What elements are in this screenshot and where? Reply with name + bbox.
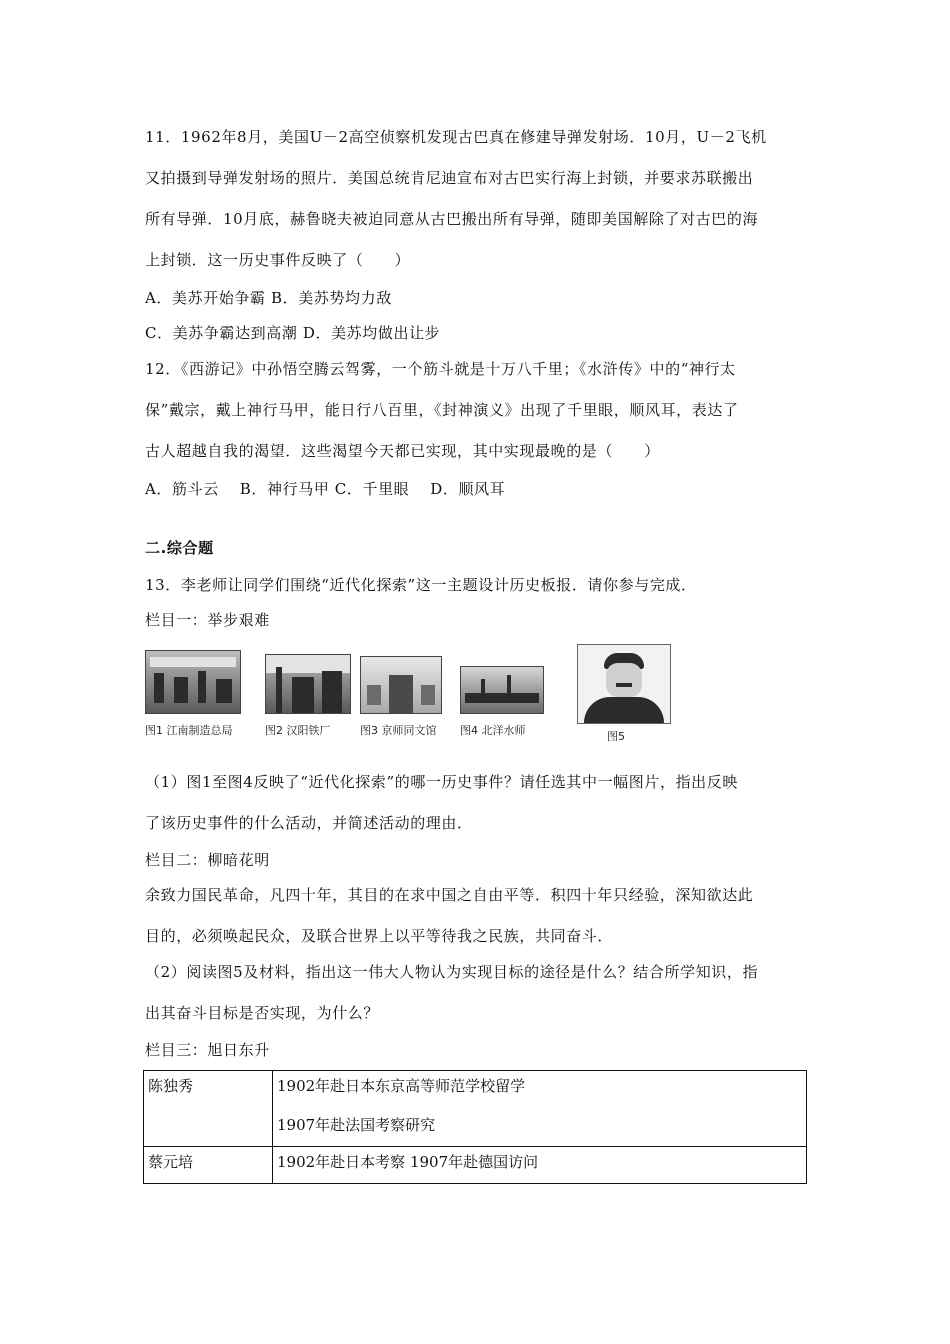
q11-line-1: 11．1962年8月，美国U－2高空侦察机发现古巴真在修建导弹发射场．10月，U－2飞机 [145, 128, 767, 146]
section-heading: 二.综合题 [145, 539, 214, 557]
figure-1 [145, 650, 241, 737]
figure-1-caption: 图1 江南制造总局 [145, 724, 233, 737]
material-line-2: 目的，必须唤起民众，及联合世界上以平等待我之民族，共同奋斗． [145, 927, 614, 945]
figure-3 [360, 656, 442, 737]
table-cell-events [273, 1071, 807, 1147]
q12-line-1: 12．《西游记》中孙悟空腾云驾雾，一个筋斗就是十万八千里；《水浒传》中的“神行太 [145, 360, 736, 378]
q11-line-3: 所有导弹．10月底，赫鲁晓夫被迫同意从古巴搬出所有导弹，随即美国解除了对古巴的海 [145, 210, 759, 228]
event-line: 1902年赴日本考察 1907年赴德国访问 [277, 1153, 539, 1171]
table-cell-name [144, 1071, 273, 1147]
q13-intro: 13．李老师让同学们围绕“近代化探索”这一主题设计历史板报．请你参与完成． [145, 576, 697, 594]
q11-option-ab: A．美苏开始争霸 B．美苏势均力敌 [145, 289, 392, 307]
person-name: 蔡元培 [148, 1153, 194, 1171]
figure-4 [460, 666, 544, 737]
person-name: 陈独秀 [148, 1077, 194, 1095]
sub-question-2-line-2: 出其奋斗目标是否实现，为什么？ [145, 1004, 380, 1022]
figure-5-caption: 图5 [607, 730, 625, 743]
q11-line-4: 上封锁．这一历史事件反映了（ ） [145, 251, 411, 269]
q12-options: A．筋斗云 B．神行马甲 C．千里眼 D．顺风耳 [145, 480, 506, 498]
figure-2 [265, 654, 351, 737]
q12-line-2: 保”戴宗，戴上神行马甲，能日行八百里，《封神演义》出现了千里眼，顺风耳，表达了 [145, 401, 739, 419]
q11-line-2: 又拍摄到导弹发射场的照片．美国总统肯尼迪宣布对古巴实行海上封锁，并要求苏联搬出 [145, 169, 754, 187]
figure-4-caption: 图4 北洋水师 [460, 724, 526, 737]
sub-question-1-line-1: （1）图1至图4反映了“近代化探索”的哪一历史事件？请任选其中一幅图片，指出反映 [145, 773, 738, 791]
figure-3-caption: 图3 京师同文馆 [360, 724, 437, 737]
gate-photo-icon [360, 656, 442, 714]
material-line-1: 余致力国民革命，凡四十年，其目的在求中国之自由平等．积四十年只经验，深知欲达此 [145, 886, 754, 904]
figure-5 [577, 644, 671, 743]
portrait-photo-icon [577, 644, 671, 724]
event-line: 1902年赴日本东京高等师范学校留学 [277, 1077, 526, 1095]
table-row [144, 1147, 807, 1184]
column-1-title: 栏目一：举步艰难 [145, 611, 270, 629]
table-cell-name [144, 1147, 273, 1184]
column-2-title: 栏目二：柳暗花明 [145, 851, 270, 869]
sub-question-1-line-2: 了该历史事件的什么活动，并简述活动的理由． [145, 814, 473, 832]
sub-question-2-line-1: （2）阅读图5及材料，指出这一伟大人物认为实现目标的途径是什么？结合所学知识，指 [145, 963, 759, 981]
factory-photo-icon [145, 650, 241, 714]
column-3-title: 栏目三：旭日东升 [145, 1041, 270, 1059]
table-row [144, 1071, 807, 1147]
reformers-table [143, 1070, 807, 1184]
warship-photo-icon [460, 666, 544, 714]
event-line: 1907年赴法国考察研究 [277, 1116, 436, 1134]
figure-strip [145, 644, 685, 750]
q12-line-3: 古人超越自我的渴望．这些渴望今天都已实现，其中实现最晚的是（ ） [145, 442, 660, 460]
table-cell-events [273, 1147, 807, 1184]
figure-2-caption: 图2 汉阳铁厂 [265, 724, 331, 737]
q11-option-cd: C．美苏争霸达到高潮 D．美苏均做出让步 [145, 324, 441, 342]
ironworks-photo-icon [265, 654, 351, 714]
